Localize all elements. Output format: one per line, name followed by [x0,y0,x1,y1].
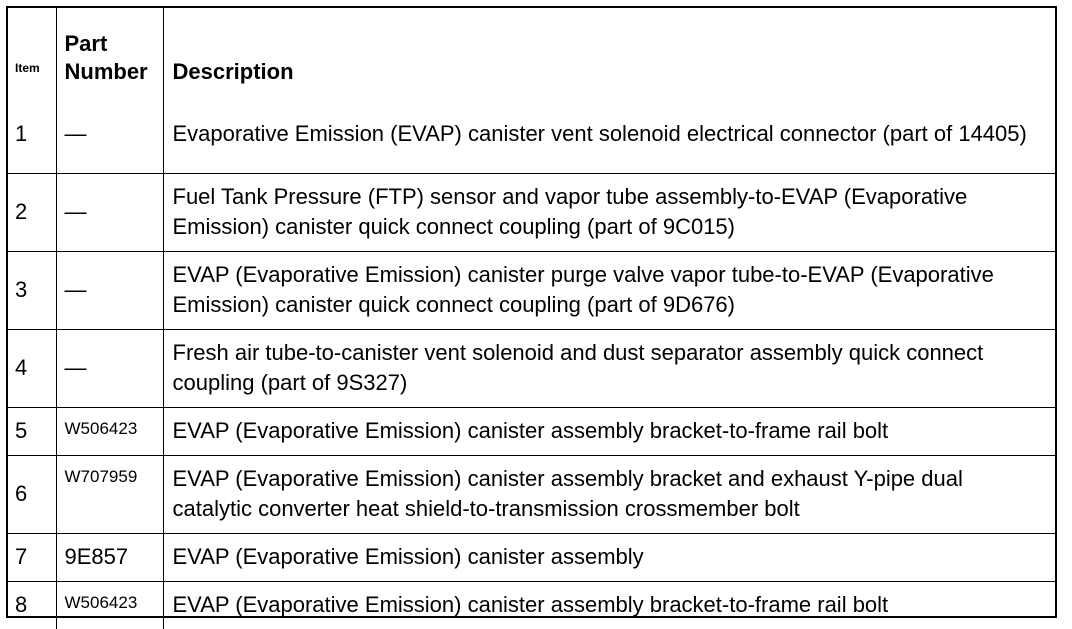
description-cell: EVAP (Evaporative Emission) canister assembly [163,533,1055,581]
item-number-cell: 8 [8,581,56,629]
column-header-part-number-line2: Number [64,59,148,84]
description-cell: EVAP (Evaporative Emission) canister assembly bracket-to-frame rail bolt [163,581,1055,629]
description-cell: Fuel Tank Pressure (FTP) sensor and vapor tube assembly-to-EVAP (Evaporative Emission) canister quick connect coupling (part of 9C015) [163,173,1055,251]
item-number-cell: 7 [8,533,56,581]
description-cell: EVAP (Evaporative Emission) canister assembly bracket and exhaust Y-pipe dual catalytic converter heat shield-to-transmission crossmember bolt [163,455,1055,533]
item-number-cell: 5 [8,407,56,455]
table-row [8,533,1055,581]
table-header-row [8,8,1055,95]
table-row [8,455,1055,533]
item-number-cell: 3 [8,251,56,329]
item-number-cell: 6 [8,455,56,533]
description-cell: Evaporative Emission (EVAP) canister vent solenoid electrical connector (part of 14405) [163,95,1055,173]
item-number-cell: 2 [8,173,56,251]
table-row [8,173,1055,251]
description-cell: EVAP (Evaporative Emission) canister assembly bracket-to-frame rail bolt [163,407,1055,455]
part-number-cell: W707959 [56,455,163,533]
column-header-part-number [56,8,163,95]
table-row [8,95,1055,173]
part-number-cell: W506423 [56,407,163,455]
part-number-cell: — [56,173,163,251]
table-row [8,407,1055,455]
part-number-cell: — [56,251,163,329]
parts-table [8,8,1055,629]
description-cell: EVAP (Evaporative Emission) canister purge valve vapor tube-to-EVAP (Evaporative Emission) canister quick connect coupling (part of 9D676) [163,251,1055,329]
column-header-description: Description [163,8,1055,95]
column-header-item: Item [8,8,56,95]
item-number-cell: 1 [8,95,56,173]
item-number-cell: 4 [8,329,56,407]
description-cell: Fresh air tube-to-canister vent solenoid and dust separator assembly quick connect coupling (part of 9S327) [163,329,1055,407]
part-number-cell: 9E857 [56,533,163,581]
table-row [8,329,1055,407]
table-row [8,581,1055,629]
part-number-cell: — [56,329,163,407]
part-number-cell: W506423 [56,581,163,629]
parts-table-frame [6,6,1057,618]
column-header-part-number-line1: Part [64,31,108,56]
part-number-cell: — [56,95,163,173]
table-row [8,251,1055,329]
